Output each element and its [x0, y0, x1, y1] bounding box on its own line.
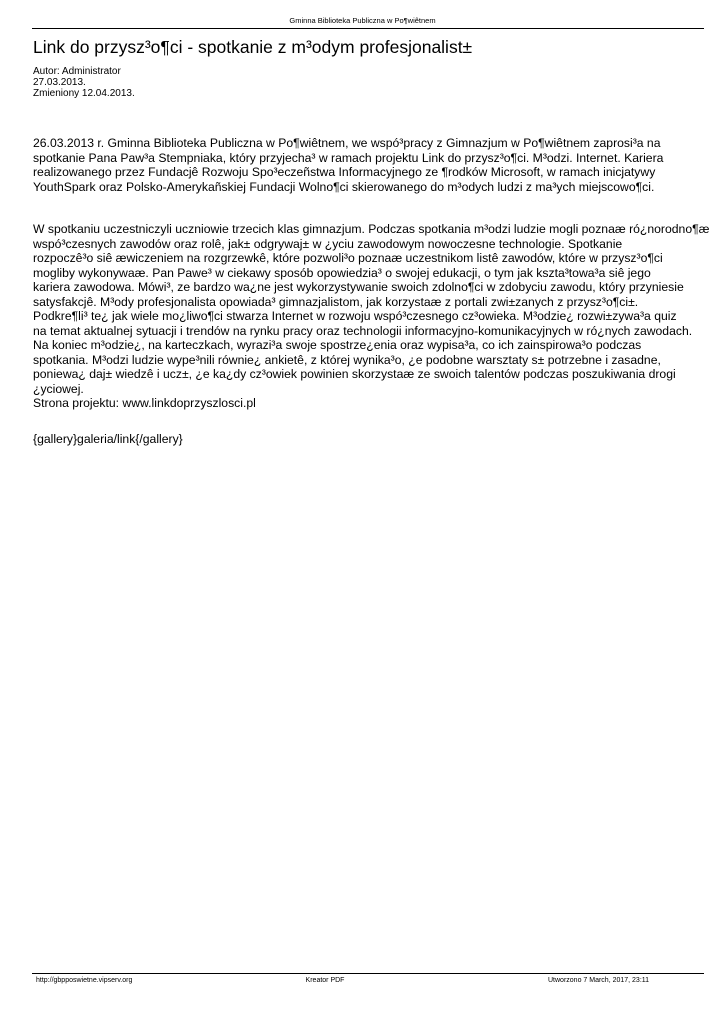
- article-meta: [33, 66, 135, 99]
- intro-paragraph: [33, 136, 713, 194]
- paragraph-line: rozpoczê³o siê æwiczeniem na rozgrzewkê, które pozwoli³o poznaæ uczestnikom listê zawodów, które w przysz³o¶ci: [33, 251, 663, 265]
- paragraph-line: W spotkaniu uczestniczyli uczniowie trzecich klas gimnazjum. Podczas spotkania m³odzi ludzie mogli poznaæ ró¿norodno¶æ: [33, 222, 710, 236]
- gallery-placeholder: {gallery}galeria/link{/gallery}: [33, 432, 183, 446]
- article-title: Link do przysz³o¶ci - spotkanie z m³odym profesjonalist±: [33, 37, 473, 57]
- footer-generator: Kreator PDF: [305, 977, 345, 984]
- project-link-line: Strona projektu: www.linkdoprzyszlosci.pl: [33, 396, 256, 410]
- paragraph-line: 26.03.2013 r. Gminna Biblioteka Publiczna w Po¶wiêtnem, we wspó³pracy z Gimnazjum w Po¶wiêtnem zaprosi³a na: [33, 136, 661, 150]
- header-divider: [32, 28, 704, 29]
- paragraph-line: realizowanego przez Fundacjê Rozwoju Spo³eczeñstwa Informacyjnego ze ¶rodków Microsoft, w ramach inicjatywy: [33, 165, 656, 179]
- paragraph-line: Na koniec m³odzie¿, na karteczkach, wyrazi³a swoje spostrze¿enia oraz wypisa³a, co ich zainspirowa³o podczas: [33, 338, 642, 352]
- modified-date: Zmieniony 12.04.2013.: [33, 88, 135, 99]
- body-paragraph: [33, 222, 713, 411]
- paragraph-line: kariera zawodowa. Mówi³, ze bardzo wa¿ne jest wykorzystywanie swoich zdolno¶ci w zdobyciu zawodu, który przyniesie: [33, 280, 684, 294]
- footer-divider: [32, 973, 704, 974]
- paragraph-line: spotkania. M³odzi ludzie wype³nili równie¿ ankietê, z której wynika³o, ¿e podobne warsztaty s± potrzebne i zasadne,: [33, 352, 661, 367]
- paragraph-line: Podkre¶li³ te¿ jak wiele mo¿liwo¶ci stwarza Internet w rozwoju wspó³czesnego cz³owieka. M³odzie¿ rozwi±zywa³a quiz: [33, 309, 677, 323]
- paragraph-line: ¿yciowej.: [33, 381, 84, 396]
- footer-timestamp: Utworzono 7 March, 2017, 23:11: [548, 977, 650, 984]
- paragraph-line: YouthSpark oraz Polsko-Amerykañskiej Fundacji Wolno¶ci skierowanego do m³odych ludzi z ma³ych miejscowo¶ci.: [33, 179, 655, 194]
- paragraph-line: spotkanie Pana Paw³a Stempniaka, który przyjecha³ w ramach projektu Link do przysz³o¶ci. M³odzi. Internet. Kariera: [33, 150, 664, 165]
- paragraph-line: poniewa¿ daj± wiedzê i ucz±, ¿e ka¿dy cz³owiek powinien skorzystaæ ze swoich talentów podczas poszukiwania drogi: [33, 367, 676, 381]
- author-line: Autor: Administrator: [33, 66, 121, 77]
- created-date: 27.03.2013.: [33, 77, 86, 88]
- paragraph-line: mogliby wykonywaæ. Pan Pawe³ w ciekawy sposób opowiedzia³ o swojej edukacji, o tym jak kszta³towa³a siê jego: [33, 265, 651, 280]
- site-name-header: Gminna Biblioteka Publiczna w Po¶wiêtnem: [289, 16, 436, 25]
- footer-url: http://gbpposwietne.vipserv.org: [36, 977, 133, 984]
- paragraph-line: na temat aktualnej sytuacji i trendów na rynku pracy oraz technologii informacyjno-komunikacyjnych w ró¿nych zawodach.: [33, 323, 693, 338]
- paragraph-line: satysfakcjê. M³ody profesjonalista opowiada³ gimnazjalistom, jak korzystaæ z portali zwi±zanych z przysz³o¶ci±.: [33, 294, 639, 309]
- paragraph-line: wspó³czesnych zawodów oraz rolê, jak± odgrywaj± w ¿yciu zawodowym nowoczesne technologie. Spotkanie: [33, 236, 623, 251]
